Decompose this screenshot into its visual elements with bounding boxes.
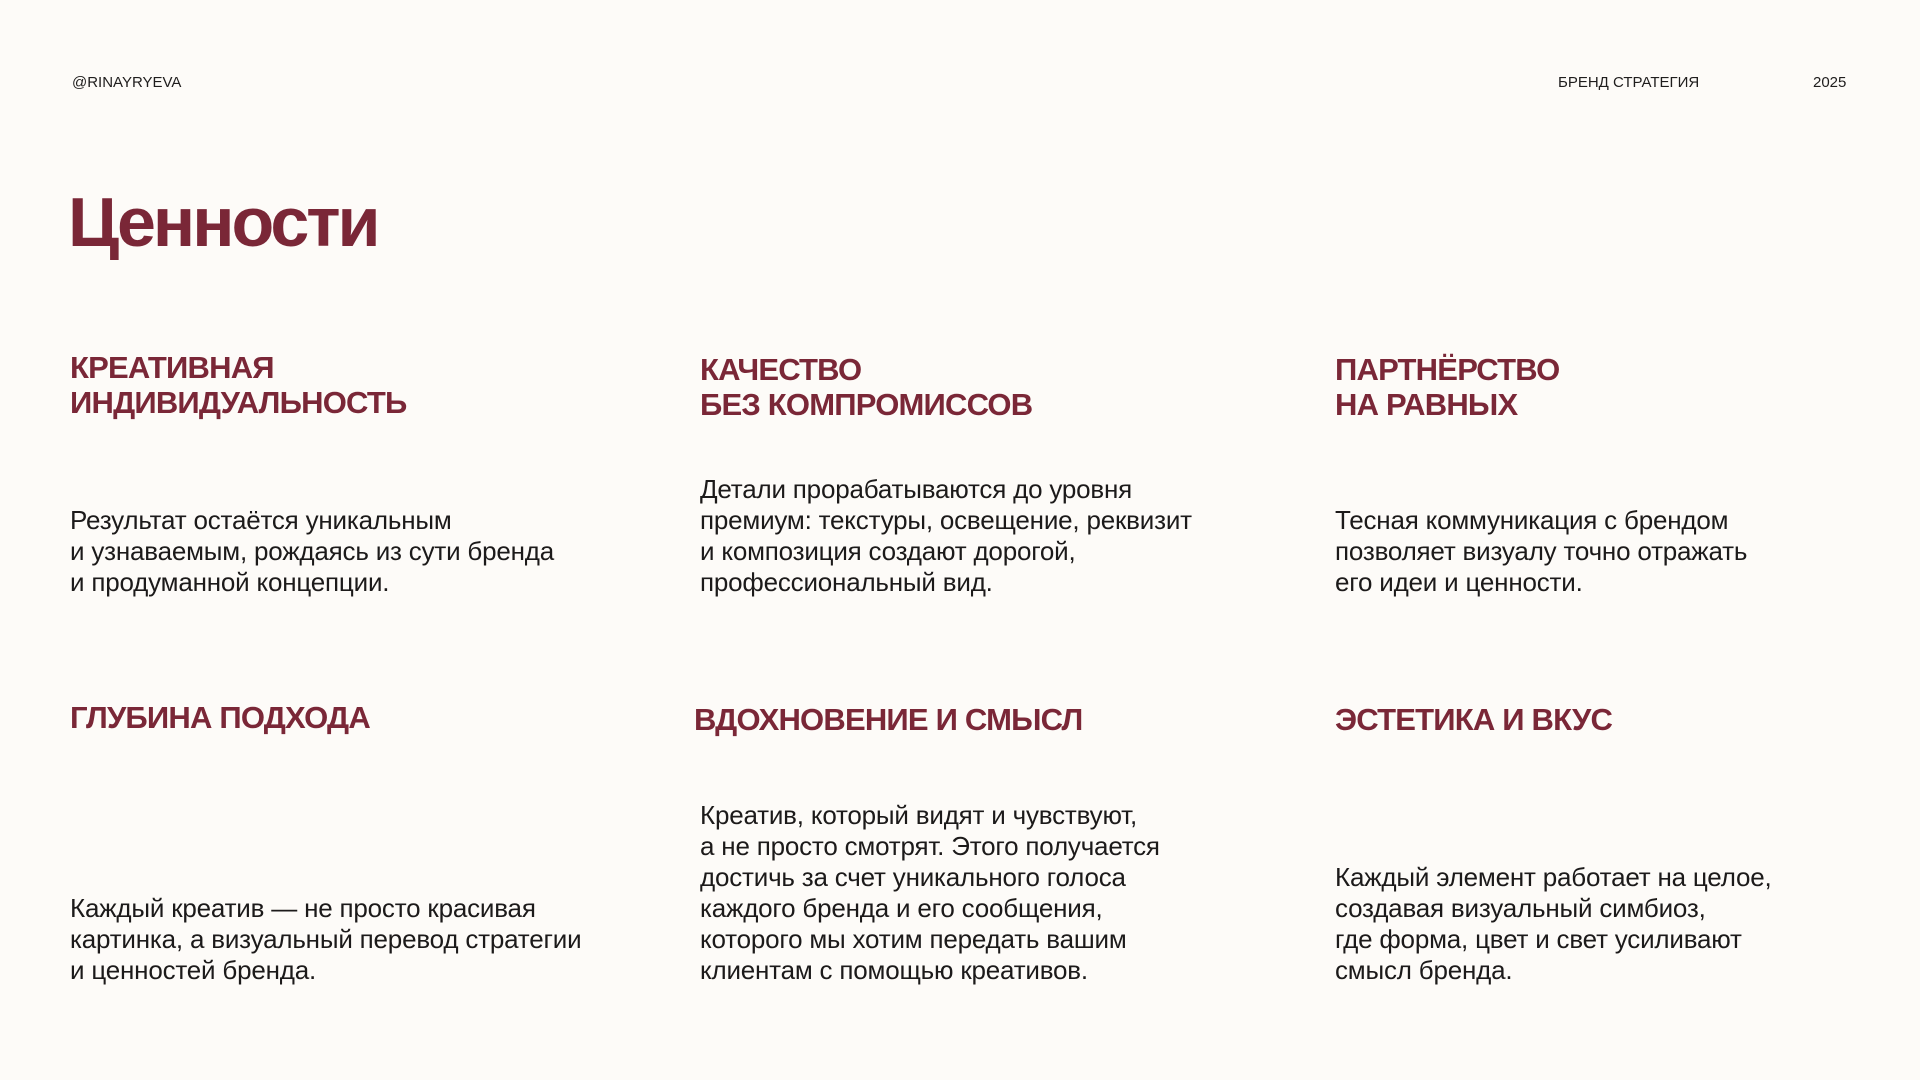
value-text-inspiration: Креатив, который видят и чувствуют, а не просто смотрят. Этого получается достичь за счет уникального голоса каждого бренда и его сообщения, которого мы хотим передать вашим клиентам с помощью креативов.	[700, 800, 1160, 985]
value-title-inspiration: ВДОХНОВЕНИЕ И СМЫСЛ	[694, 702, 1083, 737]
value-text-partnership: Тесная коммуникация с брендом позволяет визуалу точно отражать его идеи и ценности.	[1335, 505, 1748, 597]
value-text-quality: Детали прорабатываются до уровня премиум: текстуры, освещение, реквизит и композиция создают дорогой, профессиональный вид.	[700, 474, 1192, 597]
value-text-depth: Каждый креатив — не просто красивая картинка, а визуальный перевод стратегии и ценностей бренда.	[70, 893, 582, 985]
value-text-creative-individuality: Результат остаётся уникальным и узнаваемым, рождаясь из сути бренда и продуманной концепции.	[70, 505, 555, 597]
value-text-aesthetics: Каждый элемент работает на целое, создавая визуальный симбиоз, где форма, цвет и свет усиливают смысл бренда.	[1335, 862, 1772, 985]
year-label: 2025	[1813, 74, 1847, 91]
page-title: Ценности	[68, 183, 378, 261]
value-title-quality: КАЧЕСТВО БЕЗ КОМПРОМИССОВ	[700, 352, 1033, 422]
value-title-depth: ГЛУБИНА ПОДХОДА	[70, 700, 370, 735]
value-title-aesthetics: ЭСТЕТИКА И ВКУС	[1335, 702, 1613, 737]
value-title-creative-individuality: КРЕАТИВНАЯ ИНДИВИДУАЛЬНОСТЬ	[70, 350, 407, 420]
value-title-partnership: ПАРТНЁРСТВО НА РАВНЫХ	[1335, 352, 1560, 422]
section-label: БРЕНД СТРАТЕГИЯ	[1558, 74, 1700, 91]
author-handle: @RINAYRYEVA	[72, 74, 182, 91]
